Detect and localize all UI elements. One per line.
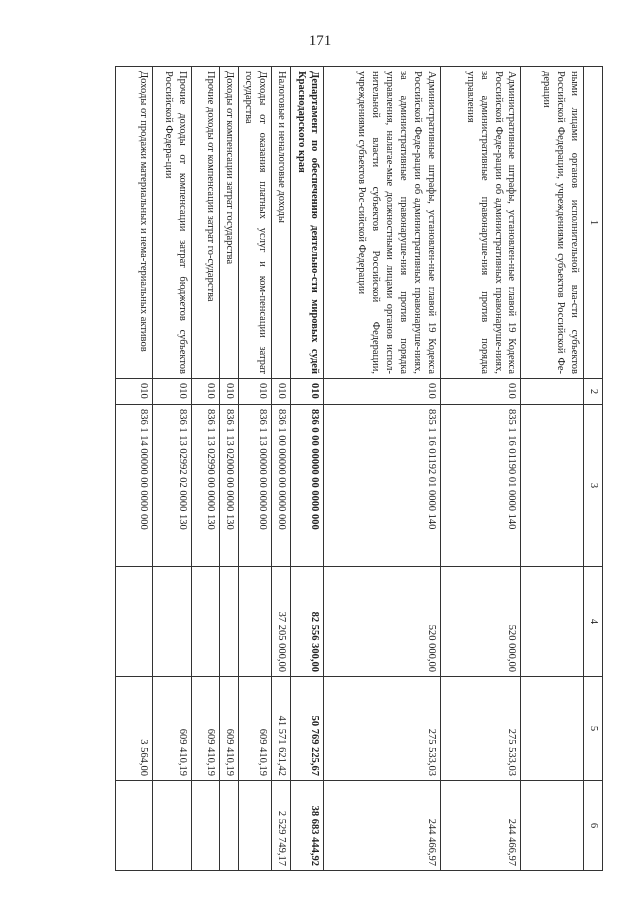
cell-code: 010 (153, 379, 191, 405)
cell-c5: 50 769 225,67 (291, 677, 324, 781)
cell-c4: 37 205 000,00 (272, 567, 291, 677)
cell-c4: 82 556 300,00 (291, 567, 324, 677)
cell-c4 (220, 567, 239, 677)
cell-name: Административные штрафы, установлен-ные главой 19 Кодекса Российской Феде-рации об административных правонаруше-ниях, за административные правонаруше-ния против порядка управления, налагае-мые должностными лицами органов испол-нительной власти субъектов Российской Федерации, учреждениями субъектов Рос-сийской Федерации (324, 67, 440, 379)
cell-c6 (116, 781, 153, 871)
cell-kbk: 835 1 16 01192 01 0000 140 (324, 405, 440, 567)
cell-c6: 2 529 749,17 (272, 781, 291, 871)
cell-c6 (153, 781, 191, 871)
cell-name: Департамент по обеспечению деятельно-сти мировых судей Краснодарского края (291, 67, 324, 379)
cell-name: Административные штрафы, установлен-ные главой 19 Кодекса Российской Феде-рации об административных правонаруше-ниях, за административные правонаруше-ния против порядка управления (440, 67, 521, 379)
table-row (191, 67, 219, 871)
cell-c5: 3 564,00 (116, 677, 153, 781)
cell-code: 010 (220, 379, 239, 405)
cell-code: 010 (272, 379, 291, 405)
table-row (116, 67, 153, 871)
cell-c4 (153, 567, 191, 677)
cell-c4 (239, 567, 272, 677)
cell-name: Прочие доходы от компенсации затрат бюджетов субъектов Российской Федера-ции (153, 67, 191, 379)
cell-c5: 609 410,19 (220, 677, 239, 781)
cell-kbk: 836 0 00 00000 00 0000 000 (291, 405, 324, 567)
cell-c4: 520 000,00 (324, 567, 440, 677)
cell-name: Доходы от компенсации затрат государства (220, 67, 239, 379)
cell-kbk: 836 1 00 00000 00 0000 000 (272, 405, 291, 567)
table-row (324, 67, 440, 871)
cell-c5: 41 571 621,42 (272, 677, 291, 781)
cell-kbk: 836 1 14 00000 00 0000 000 (116, 405, 153, 567)
cell-c6: 244 466,97 (324, 781, 440, 871)
cell-name: Доходы от продажи материальных и нема-териальных активов (116, 67, 153, 379)
table-row (272, 67, 291, 871)
table-row (153, 67, 191, 871)
cell-c4 (116, 567, 153, 677)
column-header: 4 (584, 567, 603, 677)
cell-c5: 609 410,19 (191, 677, 219, 781)
cell-kbk: 835 1 16 01190 01 0000 140 (440, 405, 521, 567)
cell-code (521, 379, 584, 405)
column-header: 5 (584, 677, 603, 781)
cell-c5: 609 410,19 (153, 677, 191, 781)
cell-code: 010 (191, 379, 219, 405)
cell-name: Доходы от оказания платных услуг и ком-пенсации затрат государства (239, 67, 272, 379)
table-row (220, 67, 239, 871)
cell-c6: 244 466,97 (440, 781, 521, 871)
table-row (239, 67, 272, 871)
rotated-table-container (115, 66, 603, 870)
cell-kbk: 836 1 13 02992 02 0000 130 (153, 405, 191, 567)
cell-kbk: 836 1 13 00000 00 0000 000 (239, 405, 272, 567)
report-table (115, 66, 603, 871)
cell-code: 010 (116, 379, 153, 405)
cell-name: Налоговые и неналоговые доходы (272, 67, 291, 379)
cell-c6: 38 683 444,92 (291, 781, 324, 871)
cell-code: 010 (440, 379, 521, 405)
cell-name: Прочие доходы от компенсации затрат го-сударства (191, 67, 219, 379)
cell-c5: 275 533,03 (324, 677, 440, 781)
table-row (521, 67, 584, 871)
cell-c4 (191, 567, 219, 677)
cell-kbk (521, 405, 584, 567)
cell-kbk: 836 1 13 02000 00 0000 130 (220, 405, 239, 567)
page-number: 171 (308, 33, 332, 49)
table-row (291, 67, 324, 871)
column-header: 6 (584, 781, 603, 871)
table-row (440, 67, 521, 871)
table-header-row (584, 67, 603, 871)
cell-c6 (220, 781, 239, 871)
cell-code: 010 (324, 379, 440, 405)
column-header: 3 (584, 405, 603, 567)
column-header: 1 (584, 67, 603, 379)
column-header: 2 (584, 379, 603, 405)
cell-c6 (521, 781, 584, 871)
cell-c4: 520 000,00 (440, 567, 521, 677)
cell-c4 (521, 567, 584, 677)
cell-c5: 609 410,19 (239, 677, 272, 781)
cell-c5: 275 533,03 (440, 677, 521, 781)
cell-c6 (191, 781, 219, 871)
cell-c5 (521, 677, 584, 781)
cell-c6 (239, 781, 272, 871)
cell-code: 010 (291, 379, 324, 405)
cell-name: ными лицами органов исполнительной вла-сти субъектов Российской Федерации, учреждениями субъектов Российской Фе-дерации (521, 67, 584, 379)
cell-kbk: 836 1 13 02990 00 0000 130 (191, 405, 219, 567)
cell-code: 010 (239, 379, 272, 405)
